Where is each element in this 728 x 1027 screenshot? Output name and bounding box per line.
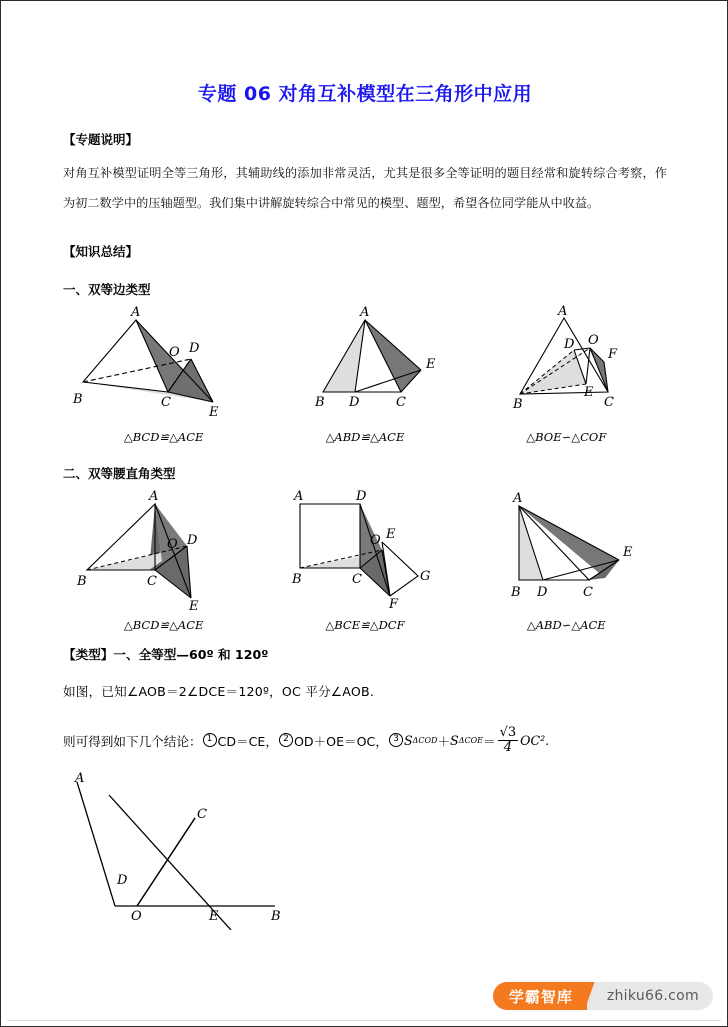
fig-2-2-label-A: A xyxy=(294,489,304,504)
conclusion-marker-2: 2 xyxy=(279,733,293,747)
equals-operator: ＝ xyxy=(482,733,496,749)
figure-2-3 xyxy=(507,488,667,614)
subheading-type-one: 一、双等边类型 xyxy=(63,282,151,297)
bottom-fig-label-B: B xyxy=(271,909,281,925)
conclusion-period: . xyxy=(545,732,550,748)
fig-1-2-label-B: B xyxy=(314,395,325,410)
fig-1-1-label-O: O xyxy=(169,345,180,360)
fig-1-3-label-B: B xyxy=(513,397,523,412)
fig-2-1-label-E: E xyxy=(189,599,199,610)
fig-1-3-label-A: A xyxy=(558,304,568,319)
fig-1-3-label-F: F xyxy=(608,347,618,362)
fraction-root3-over-4 xyxy=(498,726,519,754)
figure-row-2 xyxy=(63,488,667,614)
figure-1-1 xyxy=(63,304,263,426)
bottom-figure-svg xyxy=(63,770,363,930)
fig-2-2-label-F: F xyxy=(389,597,399,610)
fig-1-2-label-E: E xyxy=(425,357,435,372)
page-title: 专题 06 对角互补模型在三角形中应用 xyxy=(197,83,533,105)
fig-1-2-label-D: D xyxy=(348,395,359,410)
figure-2-3-svg xyxy=(507,488,667,610)
figure-1-2 xyxy=(313,304,463,426)
document-body xyxy=(63,1,667,934)
fig-2-2-label-B: B xyxy=(292,572,302,587)
fig-2-1-label-B: B xyxy=(77,574,87,589)
fig-2-1-label-D: D xyxy=(187,533,198,548)
fig-1-1-label-A: A xyxy=(131,305,141,320)
figure-1-1-caption: △BCD≌△ACE xyxy=(123,430,204,444)
conclusion-prefix: 则可得到如下几个结论： xyxy=(63,733,202,749)
fig-2-3-label-B: B xyxy=(511,585,521,600)
fig-1-2-label-C: C xyxy=(395,395,406,410)
area-subscript-2: ΔCOE xyxy=(458,735,483,745)
fig-2-2-label-O: O xyxy=(370,533,381,548)
conclusion-marker-3: 3 xyxy=(389,733,403,747)
fig-1-3-label-O: O xyxy=(588,333,599,348)
figure-row-1-captions xyxy=(63,428,667,444)
bottom-fig-label-O: O xyxy=(131,909,142,925)
figure-1-3 xyxy=(512,304,667,426)
fig-1-1-label-B: B xyxy=(73,392,83,407)
conclusion-marker-1: 1 xyxy=(203,733,217,747)
fig-2-2-label-D: D xyxy=(356,489,367,504)
bottom-figure xyxy=(63,770,667,934)
fig-2-1-label-C: C xyxy=(147,574,157,589)
fig-2-2-label-E: E xyxy=(386,527,396,542)
bottom-fig-label-C: C xyxy=(197,807,207,823)
fig-1-3-label-C: C xyxy=(604,395,614,410)
conclusion-text-2: OD＋OE＝OC， xyxy=(293,733,388,749)
figure-1-3-svg xyxy=(512,304,667,422)
figure-row-2-captions xyxy=(63,616,667,632)
area-subscript-1: ΔCOD xyxy=(412,735,438,745)
watermark xyxy=(493,982,713,1010)
fig-2-3-label-E: E xyxy=(623,545,633,560)
fig-2-3-label-A: A xyxy=(513,491,523,506)
fig-2-1-label-O: O xyxy=(167,537,178,552)
bottom-fig-label-D: D xyxy=(117,873,128,889)
fig-1-1-label-D: D xyxy=(189,341,200,356)
figure-1-2-caption: △ABD≌△ACE xyxy=(325,430,405,444)
fig-1-1-label-C: C xyxy=(161,395,171,410)
figure-2-2-svg xyxy=(290,488,455,610)
fig-2-1-label-A: A xyxy=(149,489,159,504)
section-heading-type: 【类型】一、全等型—60º 和 120º xyxy=(63,647,269,662)
figure-2-3-caption: △ABD∽△ACE xyxy=(526,618,606,632)
figure-1-3-caption: △BOE∽△COF xyxy=(526,430,607,444)
subheading-type-two: 二、双等腰直角类型 xyxy=(63,466,176,481)
oc-squared-term: OC² xyxy=(520,732,546,748)
fig-2-2-label-G: G xyxy=(420,569,431,584)
figure-row-1 xyxy=(63,304,667,426)
section-heading-knowledge: 【知识总结】 xyxy=(63,244,139,259)
fig-1-2-label-A: A xyxy=(359,305,369,320)
fraction-numerator: √3 xyxy=(499,725,517,740)
watermark-site: zhiku66.com xyxy=(606,988,699,1004)
fig-2-3-label-C: C xyxy=(583,585,593,600)
fig-1-1-label-E: E xyxy=(209,405,219,420)
figure-1-2-svg xyxy=(313,304,463,422)
fraction-denominator: 4 xyxy=(503,739,512,755)
footer-divider xyxy=(7,1020,721,1021)
description-paragraph: 对角互补模型证明全等三角形，其辅助线的添加非常灵活，尤其是很多全等证明的题目经常和旋转综合考察，作为初二数学中的压轴题型。我们集中讲解旋转综合中常见的模型、题型，希望各位同学能从中收益。 xyxy=(63,166,667,210)
fig-1-3-label-D: D xyxy=(564,337,575,352)
bottom-fig-label-A: A xyxy=(75,771,85,787)
figure-2-2-caption: △BCE≌△DCF xyxy=(325,618,405,632)
given-condition-line: 如图，已知∠AOB＝2∠DCE＝120º，OC 平分∠AOB. xyxy=(63,684,375,699)
area-symbol-2: S xyxy=(450,732,459,748)
fig-2-2-label-C: C xyxy=(352,572,362,587)
fig-1-3-label-E: E xyxy=(584,385,594,400)
plus-operator: ＋ xyxy=(437,733,451,749)
area-symbol-1: S xyxy=(403,732,413,748)
conclusion-text-1: CD＝CE， xyxy=(217,733,278,749)
figure-1-1-svg xyxy=(63,304,263,422)
conclusion-line xyxy=(63,726,667,754)
fig-2-3-label-D: D xyxy=(537,585,548,600)
bottom-fig-label-E: E xyxy=(209,909,219,925)
figure-2-1 xyxy=(63,488,238,614)
figure-2-1-caption: △BCD≌△ACE xyxy=(123,618,204,632)
section-heading-description: 【专题说明】 xyxy=(63,132,139,147)
figure-2-2 xyxy=(290,488,455,614)
figure-2-1-svg xyxy=(63,488,238,610)
watermark-badge: 学霸智库 xyxy=(493,982,587,1010)
